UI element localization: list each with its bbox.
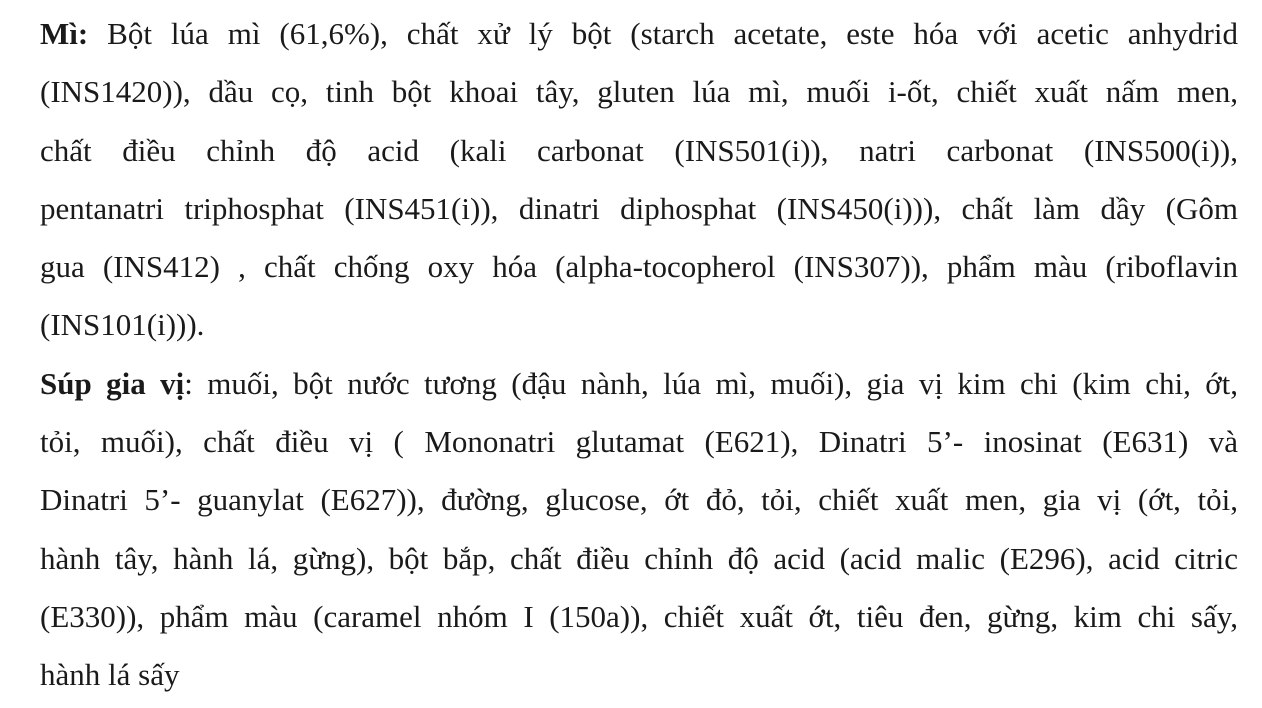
text-line-content: Bột lúa mì (61,6%), chất xử lý bột (starch acetate, este hóa với acetic anhydrid (88, 16, 1238, 51)
text-line: (INS1420)), dầu cọ, tinh bột khoai tây, gluten lúa mì, muối i-ốt, chiết xuất nấm men, (40, 74, 1238, 110)
text-line: hành lá sấy (40, 657, 180, 693)
ingredient-document (40, 5, 1238, 705)
text-line (40, 5, 1238, 63)
text-line: gua (INS412) , chất chống oxy hóa (alpha-tocopherol (INS307)), phẩm màu (riboflavin (40, 249, 1238, 285)
text-line-content: : muối, bột nước tương (đậu nành, lúa mì, muối), gia vị kim chi (kim chi, ớt, (184, 365, 1238, 401)
section-heading-mi: Mì: (40, 16, 89, 51)
text-line: chất điều chỉnh độ acid (kali carbonat (INS501(i)), natri carbonat (INS500(i)), (40, 132, 1238, 168)
text-line: hành tây, hành lá, gừng), bột bắp, chất điều chỉnh độ acid (acid malic (E296), acid citric (40, 540, 1238, 576)
text-line: (INS101(i))). (40, 307, 205, 343)
text-line (40, 355, 1238, 413)
text-line: (E330)), phẩm màu (caramel nhóm I (150a)), chiết xuất ớt, tiêu đen, gừng, kim chi sấy, (40, 598, 1238, 634)
section-heading-sup-gia-vi: Súp gia vị (40, 365, 185, 401)
text-line: tỏi, muối), chất điều vị ( Mononatri glutamat (E621), Dinatri 5’- inosinat (E631) và (40, 424, 1238, 460)
text-line: Dinatri 5’- guanylat (E627)), đường, glucose, ớt đỏ, tỏi, chiết xuất men, gia vị (ớt, tỏi, (40, 482, 1238, 518)
text-line: pentanatri triphosphat (INS451(i)), dinatri diphosphat (INS450(i))), chất làm dầy (Gôm (40, 190, 1238, 226)
